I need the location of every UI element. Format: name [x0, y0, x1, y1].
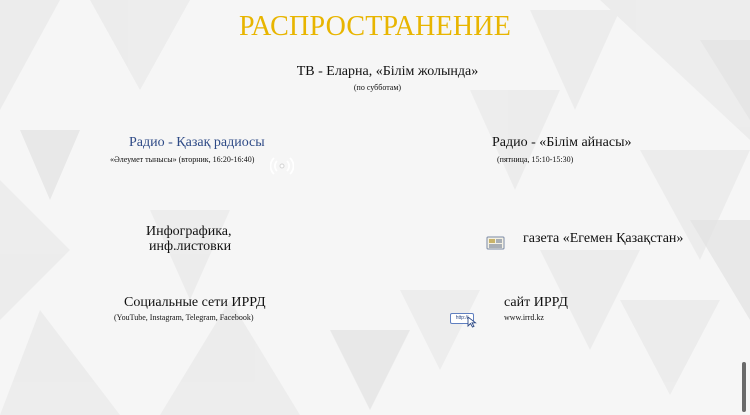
infographics-line2: инф.листовки: [149, 239, 232, 254]
social-note: (YouTube, Instagram, Telegram, Facebook): [114, 313, 254, 322]
radio-kazakh-note: «Әлеумет тынысы» (вторник, 16:20-16:40): [110, 155, 255, 164]
vertical-scrollbar[interactable]: [742, 362, 746, 412]
infographics-line1: Инфографика,: [146, 224, 232, 239]
radio-bilim-note: (пятница, 15:10-15:30): [497, 155, 574, 164]
site-url: www.irrd.kz: [504, 313, 544, 322]
site-label: сайт ИРРД: [504, 295, 568, 310]
slide-title: РАСПРОСТРАНЕНИЕ: [238, 11, 512, 42]
newspaper-label: газета «Егемен Қазақстан»: [523, 231, 684, 246]
radio-bilim-label: Радио - «Білім айнасы»: [492, 135, 632, 150]
web-link-icon: [450, 312, 478, 328]
cursor-icon: [467, 316, 478, 328]
newspaper-icon: [486, 235, 506, 251]
radio-wave-icon: [270, 155, 294, 177]
tv-label: ТВ - Еларна, «Білім жолында»: [296, 64, 479, 79]
radio-kazakh-label: Радио - Қазақ радиосы: [129, 135, 265, 150]
social-label: Социальные сети ИРРД: [124, 295, 266, 310]
tv-note: (по субботам): [353, 83, 402, 92]
web-link-icon-box: http://: [450, 313, 474, 324]
